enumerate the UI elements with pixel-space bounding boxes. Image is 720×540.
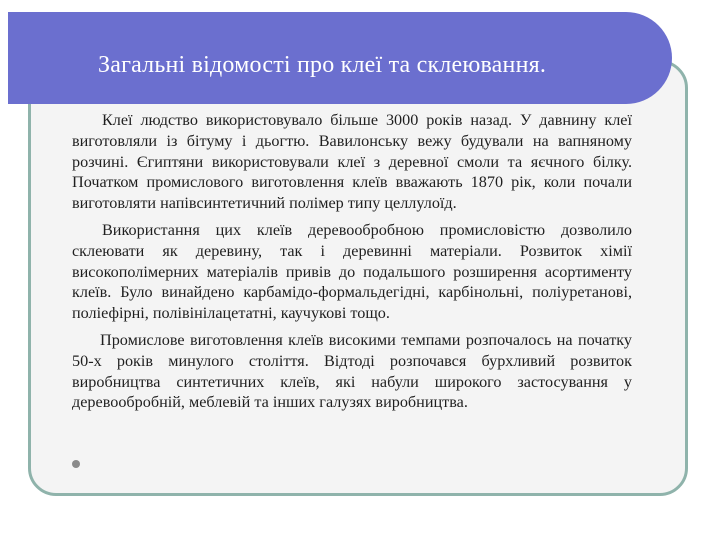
paragraph-industrial: Промислове виготовлення клеїв високими темпами розпочалось на початку 50-х років минулого століття. Відтоді розпочався бурхливий розвиток виробництва синтетичних клеїв, які набули широкого застосування у деревообробній, меблевій та інших галузях виробництва. (72, 330, 632, 412)
paragraph-woodworking: Використання цих клеїв деревообробною промисловістю дозволило склеювати як деревину, так і деревинні матеріали. Розвиток хімії високополімерних матеріалів привів до подальшого розширення асортименту клеїв. Було винайдено карбамідо-формальдегідні, карбінольні, поліуретанові, поліефірні, полівінілацетатні, каучукові тощо. (72, 220, 632, 323)
title-bar (8, 12, 672, 104)
bullet-icon (72, 460, 80, 468)
slide-content (72, 110, 632, 419)
slide-title: Загальні відомості про клеї та склеювання. (98, 52, 547, 78)
paragraph-history: Клеї людство використовувало більше 3000 років назад. У давнину клеї виготовляли із бітуму і дьогтю. Вавилонську вежу будували на вапняному розчині. Єгиптяни використовували клеї з деревної смоли та яєчного білку. Початком промислового виготовлення клеїв вважають 1870 рік, коли почали виготовляти напівсинтетичний полімер типу целлулоїд. (72, 111, 632, 213)
